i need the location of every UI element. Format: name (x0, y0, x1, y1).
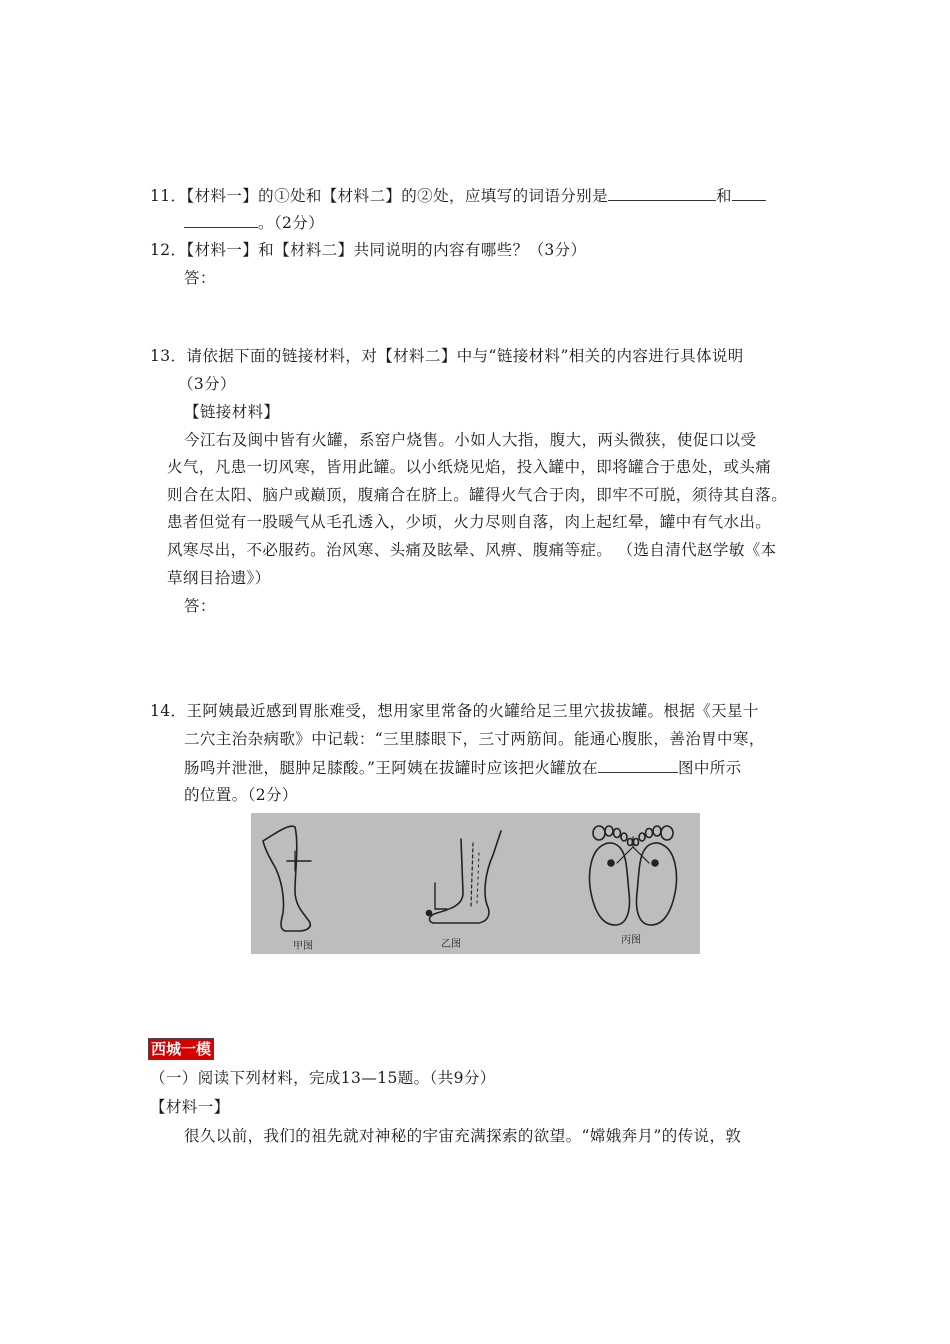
material-one-text: 很久以前，我们的祖先就对神秘的宇宙充满探索的欲望。“嫦娥奔月”的传说，敦 (184, 1127, 742, 1145)
q13-passage-line: 草纲目拾遗》） (167, 569, 271, 587)
q14-line1: 14．王阿姨最近感到胃胀难受，想用家里常备的火罐给足三里穴拔拔罐。根据《天星十 (150, 702, 759, 720)
leg-diagram-jia (263, 826, 311, 931)
q12-line1: 12．【材料一】和【材料二】共同说明的内容有哪些？（3分） (150, 241, 587, 259)
q13-passage-line: 火气，凡患一切风寒，皆用此罐。以小纸烧见焰，投入罐中，即将罐合于患处，或头痛 (167, 458, 772, 476)
q13-link-heading: 【链接材料】 (184, 403, 280, 421)
q11-line2 (184, 212, 324, 233)
q14-text-a: 肠鸣并泄泄，腿肿足膝酸。”王阿姨在拔罐时应该把火罐放在 (184, 759, 598, 777)
acupoint-diagrams (251, 813, 700, 954)
q14-line2: 二穴主治杂病歌》中记载：“三里膝眼下，三寸两筋间。能通心腹胀，善治胃中寒， (184, 730, 765, 748)
foot-diagram-yi (427, 831, 502, 923)
figure-label-yi: 乙图 (441, 939, 461, 950)
q11-blank-2b[interactable] (184, 212, 258, 228)
q13-passage-line: 风寒尽出，不必服药。治风寒、头痛及眩晕、风痹、腹痛等症。 （选自清代赵学敏《本 (167, 541, 777, 559)
q13-line2: （3分） (178, 375, 236, 393)
figure-label-jia: 甲图 (293, 941, 313, 952)
q11-text-c: 。（2分） (258, 214, 325, 232)
q13-passage-line: 今江右及闽中皆有火罐，系窑户烧售。小如人大指，腹大，两头微狭，使促口以受 (184, 431, 757, 449)
soles-diagram-bing (590, 826, 677, 925)
q13-passage-line: 患者但觉有一股暖气从毛孔透入，少顷，火力尽则自落，肉上起红晕，罐中有气水出。 (167, 513, 772, 531)
q14-blank[interactable] (598, 757, 678, 773)
q14-line3 (184, 757, 742, 778)
q13-passage-line: 则合在太阳、脑户或巅顶，腹痛合在脐上。罐得火气合于肉，即牢不可脱，须待其自落。 (167, 486, 788, 504)
q11-text-a: 11．【材料一】的①处和【材料二】的②处，应填写的词语分别是 (150, 187, 608, 205)
q13-line1: 13．请依据下面的链接材料，对【材料二】中与“链接材料”相关的内容进行具体说明 (150, 347, 744, 365)
material-one-heading: 【材料一】 (150, 1098, 230, 1116)
q11-text-b: 和 (715, 187, 732, 205)
acupoint-figure (251, 813, 700, 954)
q11-blank-1[interactable] (608, 185, 716, 201)
q11-blank-2a[interactable] (732, 185, 766, 201)
section-tag: 西城一模 (148, 1038, 214, 1060)
q13-answer-label: 答： (184, 597, 216, 615)
figure-label-bing: 丙图 (621, 935, 641, 946)
q14-line4: 的位置。（2分） (184, 786, 298, 804)
q12-answer-label: 答： (184, 269, 216, 287)
q14-text-b: 图中所示 (677, 759, 742, 777)
q11-line1 (150, 185, 766, 206)
section-intro: （一）阅读下列材料，完成13—15题。（共9分） (150, 1069, 496, 1087)
